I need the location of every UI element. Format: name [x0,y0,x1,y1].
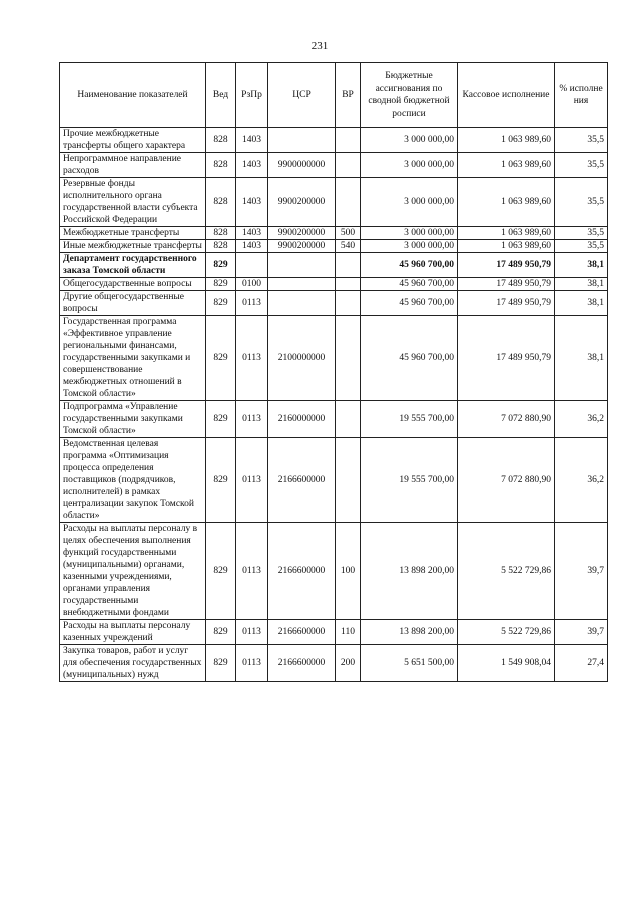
cell-name: Межбюджетные трансферты [60,227,206,240]
cell-csr: 2100000000 [268,316,336,401]
cell-cash: 17 489 950,79 [458,253,555,278]
cell-csr: 2166600000 [268,438,336,523]
cell-cash: 1 063 989,60 [458,128,555,153]
cell-name: Непрограммное направление расходов [60,153,206,178]
cell-ved: 829 [206,253,236,278]
cell-vr [336,128,361,153]
cell-ved: 829 [206,620,236,645]
cell-cash: 17 489 950,79 [458,316,555,401]
cell-pct: 39,7 [555,620,608,645]
cell-csr: 9900000000 [268,153,336,178]
cell-pct: 36,2 [555,438,608,523]
cell-rzpr: 0113 [236,620,268,645]
cell-name: Ведомственная целевая программа «Оптимизация процесса определения поставщиков (подрядчиков, исполнителей) в рамках централизации закупок Томской области» [60,438,206,523]
cell-ved: 829 [206,278,236,291]
cell-pct: 35,5 [555,240,608,253]
budget-table [59,62,608,682]
header-budget: Бюджетные ассигнования по сводной бюджетной росписи [361,63,458,128]
cell-rzpr: 0113 [236,645,268,682]
cell-cash: 1 063 989,60 [458,178,555,227]
cell-rzpr: 0113 [236,401,268,438]
table-row [60,523,608,620]
table-row [60,645,608,682]
cell-name: Другие общегосударственные вопросы [60,291,206,316]
table-row [60,128,608,153]
cell-ved: 828 [206,178,236,227]
cell-vr: 100 [336,523,361,620]
cell-ved: 829 [206,438,236,523]
cell-csr [268,291,336,316]
cell-rzpr: 1403 [236,227,268,240]
cell-ved: 828 [206,128,236,153]
cell-vr [336,401,361,438]
cell-name: Закупка товаров, работ и услуг для обеспечения государственных (муниципальных) нужд [60,645,206,682]
table-row [60,178,608,227]
cell-name: Государственная программа «Эффективное управление региональными финансами, государственными закупками и совершенствование межбюджетных отношений в Томской области» [60,316,206,401]
cell-csr: 2160000000 [268,401,336,438]
header-rzpr: РзПр [236,63,268,128]
cell-csr [268,128,336,153]
cell-cash: 17 489 950,79 [458,278,555,291]
table-row [60,438,608,523]
cell-vr: 500 [336,227,361,240]
cell-budget: 3 000 000,00 [361,153,458,178]
header-vr: ВР [336,63,361,128]
cell-vr [336,438,361,523]
cell-csr: 9900200000 [268,240,336,253]
page-number: 231 [311,40,329,52]
header-cash: Кассовое исполнение [458,63,555,128]
cell-pct: 36,2 [555,401,608,438]
cell-vr: 200 [336,645,361,682]
cell-cash: 17 489 950,79 [458,291,555,316]
cell-name: Общегосударственные вопросы [60,278,206,291]
cell-rzpr: 1403 [236,178,268,227]
cell-vr [336,178,361,227]
cell-name: Прочие межбюджетные трансферты общего характера [60,128,206,153]
cell-ved: 829 [206,401,236,438]
cell-rzpr: 1403 [236,240,268,253]
cell-budget: 19 555 700,00 [361,438,458,523]
cell-budget: 19 555 700,00 [361,401,458,438]
table-row [60,291,608,316]
cell-pct: 35,5 [555,128,608,153]
cell-vr [336,153,361,178]
cell-rzpr: 0113 [236,316,268,401]
cell-name: Департамент государственного заказа Томской области [60,253,206,278]
cell-budget: 13 898 200,00 [361,620,458,645]
cell-name: Иные межбюджетные трансферты [60,240,206,253]
cell-pct: 38,1 [555,278,608,291]
table-row [60,316,608,401]
cell-csr [268,253,336,278]
header-csr: ЦСР [268,63,336,128]
cell-pct: 35,5 [555,227,608,240]
table-row [60,227,608,240]
cell-pct: 35,5 [555,178,608,227]
cell-cash: 1 549 908,04 [458,645,555,682]
cell-cash: 5 522 729,86 [458,523,555,620]
cell-ved: 828 [206,153,236,178]
cell-csr: 9900200000 [268,227,336,240]
cell-rzpr: 1403 [236,153,268,178]
cell-budget: 45 960 700,00 [361,253,458,278]
cell-ved: 829 [206,523,236,620]
cell-name: Подпрограмма «Управление государственными закупками Томской области» [60,401,206,438]
cell-rzpr: 0100 [236,278,268,291]
cell-budget: 45 960 700,00 [361,316,458,401]
cell-rzpr: 0113 [236,291,268,316]
cell-pct: 35,5 [555,153,608,178]
cell-cash: 7 072 880,90 [458,438,555,523]
header-pct: % исполне ния [555,63,608,128]
cell-cash: 1 063 989,60 [458,153,555,178]
cell-ved: 829 [206,316,236,401]
cell-csr: 9900200000 [268,178,336,227]
table-row [60,153,608,178]
header-ved: Вед [206,63,236,128]
cell-budget: 3 000 000,00 [361,178,458,227]
cell-cash: 5 522 729,86 [458,620,555,645]
cell-ved: 828 [206,240,236,253]
table-row [60,401,608,438]
table-row [60,253,608,278]
cell-vr [336,291,361,316]
cell-cash: 1 063 989,60 [458,227,555,240]
cell-cash: 1 063 989,60 [458,240,555,253]
cell-budget: 45 960 700,00 [361,291,458,316]
cell-ved: 828 [206,227,236,240]
cell-pct: 27,4 [555,645,608,682]
cell-rzpr: 0113 [236,438,268,523]
cell-cash: 7 072 880,90 [458,401,555,438]
cell-name: Расходы на выплаты персоналу в целях обеспечения выполнения функций государственными (муниципальными) органами, казенными учреждениями, органами управления государственными внебюджетными фондами [60,523,206,620]
cell-rzpr: 1403 [236,128,268,153]
cell-budget: 13 898 200,00 [361,523,458,620]
cell-budget: 5 651 500,00 [361,645,458,682]
cell-pct: 38,1 [555,291,608,316]
table-row [60,278,608,291]
cell-rzpr [236,253,268,278]
cell-vr [336,253,361,278]
cell-pct: 38,1 [555,253,608,278]
table-header-row [60,63,608,128]
cell-vr [336,278,361,291]
cell-ved: 829 [206,291,236,316]
cell-budget: 3 000 000,00 [361,240,458,253]
header-name: Наименование показателей [60,63,206,128]
cell-ved: 829 [206,645,236,682]
cell-budget: 45 960 700,00 [361,278,458,291]
cell-name: Расходы на выплаты персоналу казенных учреждений [60,620,206,645]
cell-vr: 540 [336,240,361,253]
cell-csr: 2166600000 [268,620,336,645]
table-row [60,620,608,645]
cell-rzpr: 0113 [236,523,268,620]
cell-budget: 3 000 000,00 [361,128,458,153]
table-body [60,128,608,682]
cell-pct: 38,1 [555,316,608,401]
cell-csr [268,278,336,291]
cell-pct: 39,7 [555,523,608,620]
cell-vr [336,316,361,401]
cell-csr: 2166600000 [268,523,336,620]
cell-vr: 110 [336,620,361,645]
cell-csr: 2166600000 [268,645,336,682]
table-row [60,240,608,253]
cell-name: Резервные фонды исполнительного органа государственной власти субъекта Российской Федерации [60,178,206,227]
cell-budget: 3 000 000,00 [361,227,458,240]
